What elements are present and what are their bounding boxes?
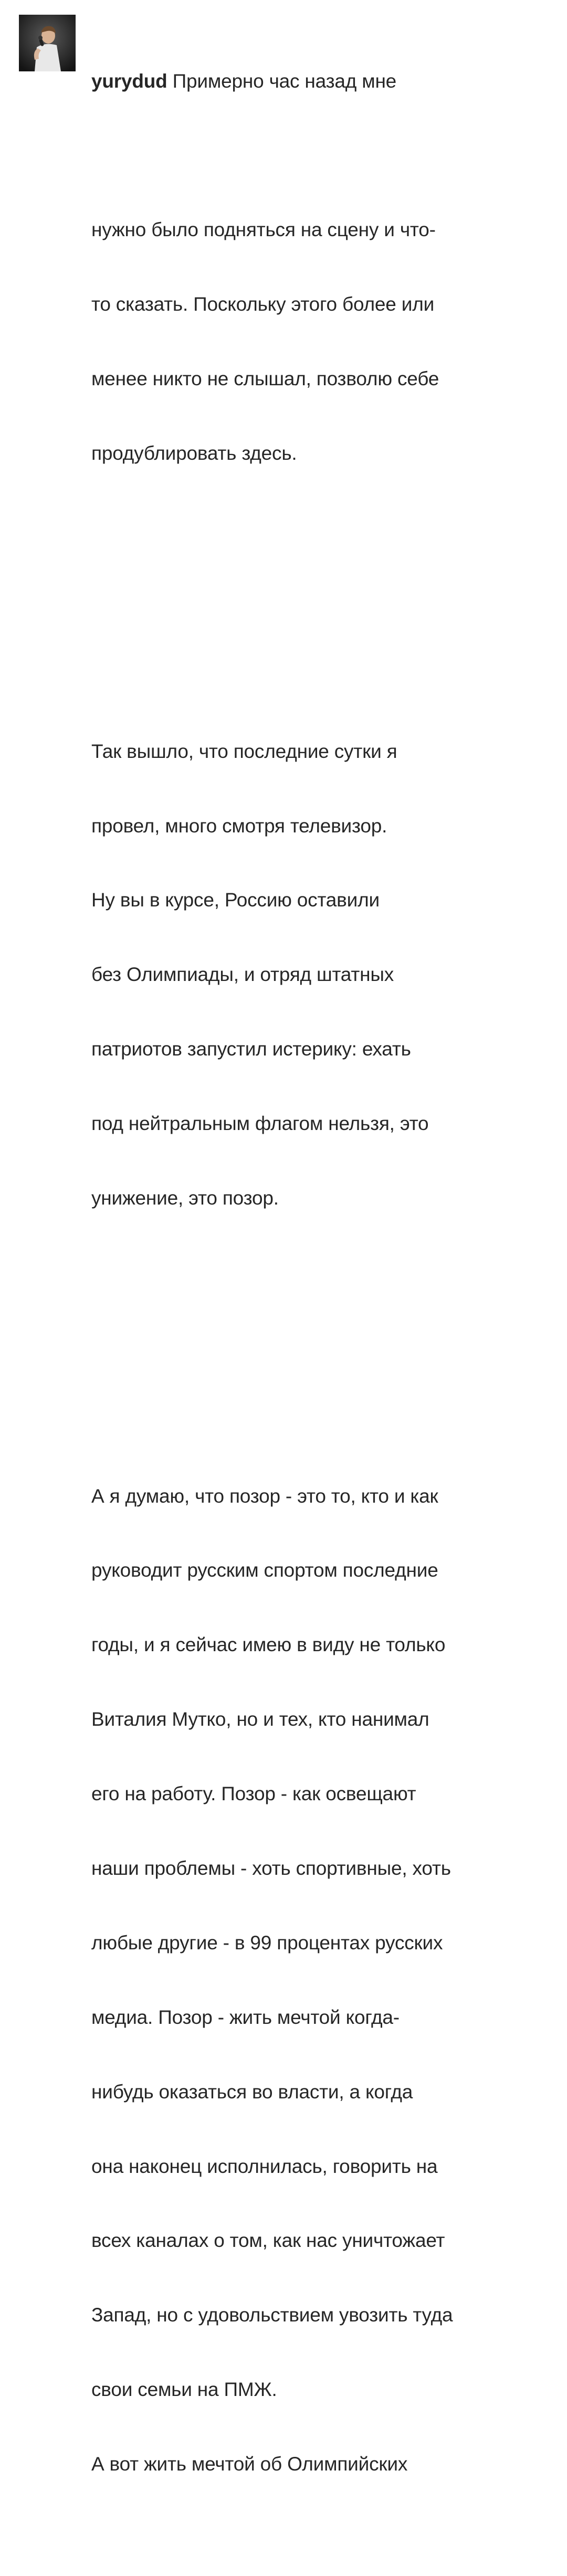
comment-line: А вот жить мечтой об Олимпийских [91, 2453, 408, 2475]
comment-line: Ну вы в курсе, Россию оставили [91, 889, 380, 911]
comment-first-line [91, 69, 532, 93]
comment-line: медиа. Позор - жить мечтой когда- [91, 2006, 400, 2028]
comment-line: Виталия Мутко, но и тех, кто нанимал [91, 1708, 429, 1730]
comment-line: нужно было подняться на сцену и что- [91, 219, 436, 241]
comment-line: под нейтральным флагом нельзя, это [91, 1113, 429, 1135]
comment-line: патриотов запустил истерику: ехать [91, 1038, 411, 1060]
comment-line: она наконец исполнилась, говорить на [91, 2155, 438, 2177]
comment-text [91, 19, 532, 2576]
comment-line: провел, много смотря телевизор. [91, 815, 387, 837]
paragraph-gap [91, 590, 532, 615]
comment-line: без Олимпиады, и отряд штатных [91, 964, 394, 986]
user-avatar[interactable] [19, 15, 76, 71]
comment-line: любые другие - в 99 процентах русских [91, 1931, 443, 1954]
comment-line: его на работу. Позор - как освещают [91, 1783, 416, 1805]
comment-line: годы, и я сейчас имею в виду не только [91, 1634, 446, 1656]
comment-line: унижение, это позор. [91, 1187, 279, 1209]
comment-line: продублировать здесь. [91, 442, 297, 464]
comment-line: наши проблемы - хоть спортивные, хоть [91, 1857, 451, 1879]
paragraph-gap [91, 1335, 532, 1359]
comment-line: всех каналах о том, как нас уничтожает [91, 2230, 445, 2252]
comment-line: А я думаю, что позор - это то, кто и как [91, 1485, 438, 1507]
avatar-photo-icon [19, 15, 76, 71]
comment-line: руководит русским спортом последние [91, 1559, 438, 1581]
comment-paragraph [91, 1434, 532, 2526]
comment-line: свои семьи на ПМЖ. [91, 2379, 277, 2401]
comment-line: то сказать. Поскольку этого более или [91, 293, 435, 315]
comment-line: менее никто не слышал, позволю себе [91, 368, 439, 390]
comment-first-line-text: Примерно час назад мне [167, 70, 397, 92]
comment-paragraph [91, 168, 532, 515]
comment-line: нибудь оказаться во власти, а когда [91, 2081, 413, 2103]
comment-username[interactable]: yurydud [91, 70, 167, 92]
comment-line: Так вышло, что последние сутки я [91, 740, 397, 762]
comment-line: Запад, но с удовольствием увозить туда [91, 2304, 453, 2326]
comment-paragraph [91, 689, 532, 1260]
